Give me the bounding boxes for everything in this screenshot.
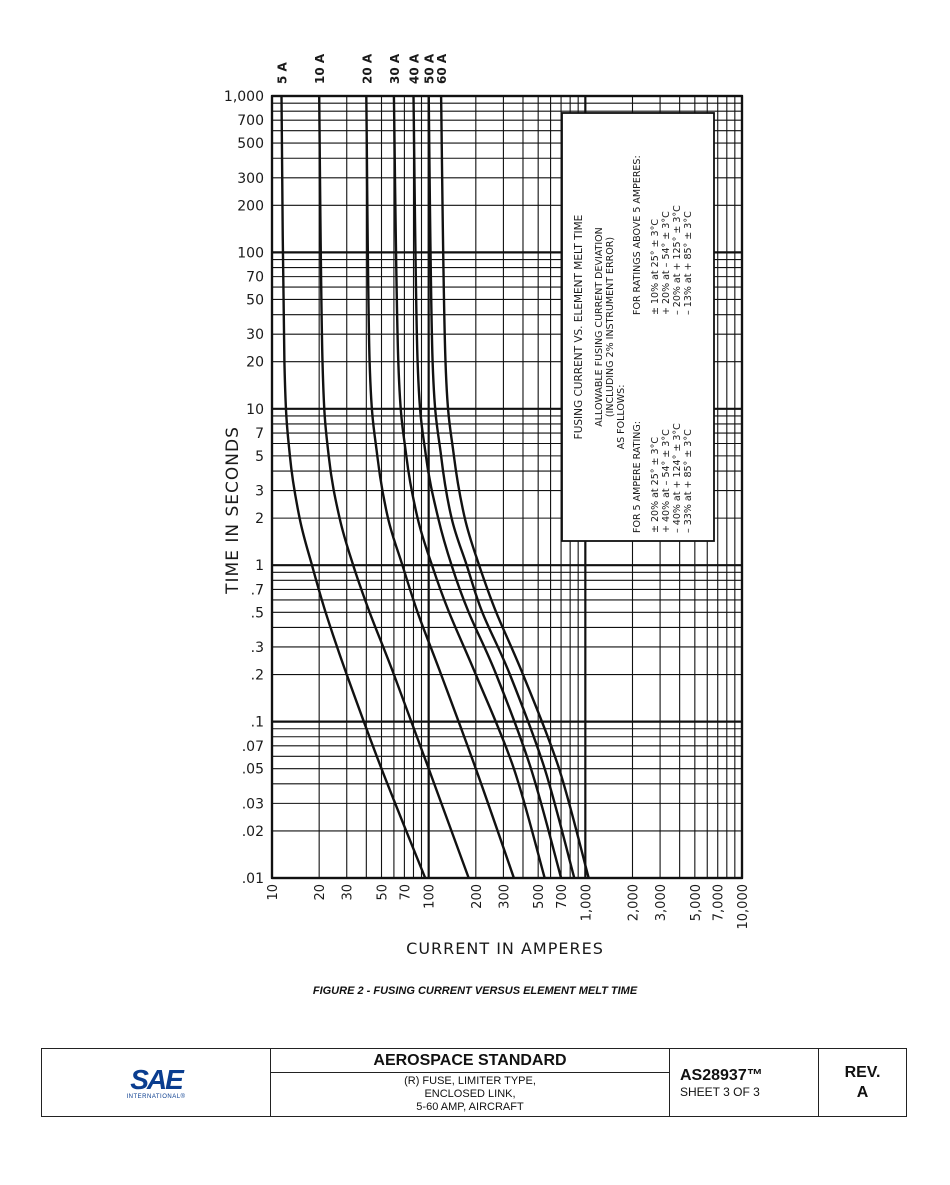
series-label-50a: 50 A <box>422 53 437 84</box>
legend-box <box>562 113 714 541</box>
x-tick-label: 1,000 <box>579 884 595 922</box>
y-tick-label: 2 <box>255 511 264 528</box>
series-label-5a: 5 A <box>275 62 290 84</box>
description-line-3: 5-60 AMP, AIRCRAFT <box>416 1101 524 1113</box>
series-labels <box>276 53 450 84</box>
legend-right-row: + 20% at – 54° ± 3°C <box>661 211 672 315</box>
x-tick-label: 20 <box>313 884 329 901</box>
y-tick-label: 10 <box>246 401 264 418</box>
y-tick-label: 5 <box>255 448 264 465</box>
y-tick-label: .7 <box>250 582 264 599</box>
x-tick-label: 70 <box>398 884 414 901</box>
series-label-40a: 40 A <box>407 53 422 84</box>
series-label-10a: 10 A <box>313 53 328 84</box>
revision-label: REV. <box>844 1063 881 1081</box>
y-tick-label: 3 <box>255 483 264 500</box>
y-tick-label: .5 <box>250 605 264 622</box>
series-label-20a: 20 A <box>360 53 375 84</box>
y-tick-label: .2 <box>250 667 264 684</box>
x-tick-label: 100 <box>422 884 438 909</box>
y-tick-label: .01 <box>241 871 264 887</box>
document-number: AS28937™ <box>680 1066 763 1084</box>
curve-20a <box>366 96 514 878</box>
x-axis-title: CURRENT IN AMPERES <box>406 939 604 958</box>
x-tick-label: 700 <box>555 884 571 909</box>
y-tick-label: 20 <box>246 354 264 371</box>
series-label-60a: 60 A <box>435 53 450 84</box>
title-block <box>41 1048 907 1117</box>
y-tick-label: 500 <box>237 136 264 153</box>
y-tick-label: 300 <box>237 170 264 187</box>
x-tick-label: 200 <box>469 884 485 909</box>
y-tick-label: 50 <box>246 292 264 309</box>
x-tick-label: 50 <box>375 884 391 901</box>
y-tick-label: 7 <box>255 426 264 443</box>
x-tick-label: 10,000 <box>736 884 751 930</box>
legend-left-heading: FOR 5 AMPERE RATING: <box>632 421 643 533</box>
x-tick-label: 5,000 <box>688 884 704 922</box>
legend-left-row: + 40% at – 54° ± 3°C <box>661 429 672 533</box>
sae-logo: SAE <box>130 1063 182 1095</box>
document-number-cell <box>670 1049 819 1117</box>
y-tick-label: .02 <box>241 823 264 840</box>
curve-50a <box>429 96 575 878</box>
y-tick-label: .05 <box>241 761 264 778</box>
x-tick-label: 10 <box>266 884 281 901</box>
sae-logo-subtext: INTERNATIONAL® <box>126 1093 186 1100</box>
standard-description <box>271 1073 669 1116</box>
y-tick-label: 700 <box>237 113 264 130</box>
legend-subtitle-2: (INCLUDING 2% INSTRUMENT ERROR) <box>605 236 616 418</box>
x-tick-label: 500 <box>532 884 548 909</box>
y-tick-label: .3 <box>250 639 264 656</box>
curve-40a <box>414 96 562 878</box>
legend-right-heading: FOR RATINGS ABOVE 5 AMPERES: <box>632 155 643 315</box>
y-tick-label: .1 <box>250 714 264 731</box>
revision-cell <box>819 1049 907 1117</box>
legend-left-row: – 33% at + 85° ± 3°C <box>683 429 694 533</box>
y-tick-label: .03 <box>241 796 264 813</box>
legend-title: FUSING CURRENT VS. ELEMENT MELT TIME <box>573 214 585 440</box>
curve-30a <box>394 96 545 878</box>
y-tick-label: 70 <box>246 269 264 286</box>
x-tick-label: 300 <box>497 884 513 909</box>
y-axis-title: TIME IN SECONDS <box>223 426 243 594</box>
legend-right-row: – 13% at + 85° ± 3°C <box>683 211 694 315</box>
curve-5a <box>282 96 426 878</box>
y-tick-label: 1 <box>255 558 264 575</box>
y-tick-label: 1,000 <box>223 89 264 105</box>
legend-subtitle-3: AS FOLLOWS: <box>616 384 627 450</box>
x-tick-label: 3,000 <box>654 884 670 922</box>
sheet-number: SHEET 3 OF 3 <box>680 1084 760 1099</box>
curve-series <box>282 96 589 878</box>
standard-cell <box>271 1049 670 1117</box>
series-label-30a: 30 A <box>387 53 402 84</box>
description-line-1: (R) FUSE, LIMITER TYPE, <box>404 1075 536 1087</box>
legend-left-row: – 40% at + 124° ± 3°C <box>672 423 683 533</box>
standard-heading: AEROSPACE STANDARD <box>271 1049 669 1073</box>
revision-value: A <box>856 1083 869 1101</box>
x-tick-label: 2,000 <box>626 884 642 922</box>
figure-caption: FIGURE 2 - FUSING CURRENT VERSUS ELEMENT MELT TIME <box>312 985 638 997</box>
description-line-2: ENCLOSED LINK, <box>424 1088 516 1100</box>
y-tick-label: 100 <box>237 245 264 262</box>
legend-right-row: – 20% at + 125° ± 3°C <box>672 205 683 315</box>
legend-right-row: ± 10% at 25° ± 3°C <box>650 219 661 315</box>
legend-subtitle-1: ALLOWABLE FUSING CURRENT DEVIATION <box>594 227 605 427</box>
logo-cell <box>42 1049 271 1117</box>
y-tick-label: .07 <box>241 738 264 755</box>
y-tick-label: 200 <box>237 198 264 215</box>
legend-left-row: ± 20% at 25° ± 3°C <box>650 437 661 533</box>
y-tick-label: 30 <box>246 327 264 344</box>
x-tick-label: 30 <box>340 884 356 901</box>
x-tick-label: 7,000 <box>711 884 727 922</box>
x-tick-labels <box>266 884 751 930</box>
